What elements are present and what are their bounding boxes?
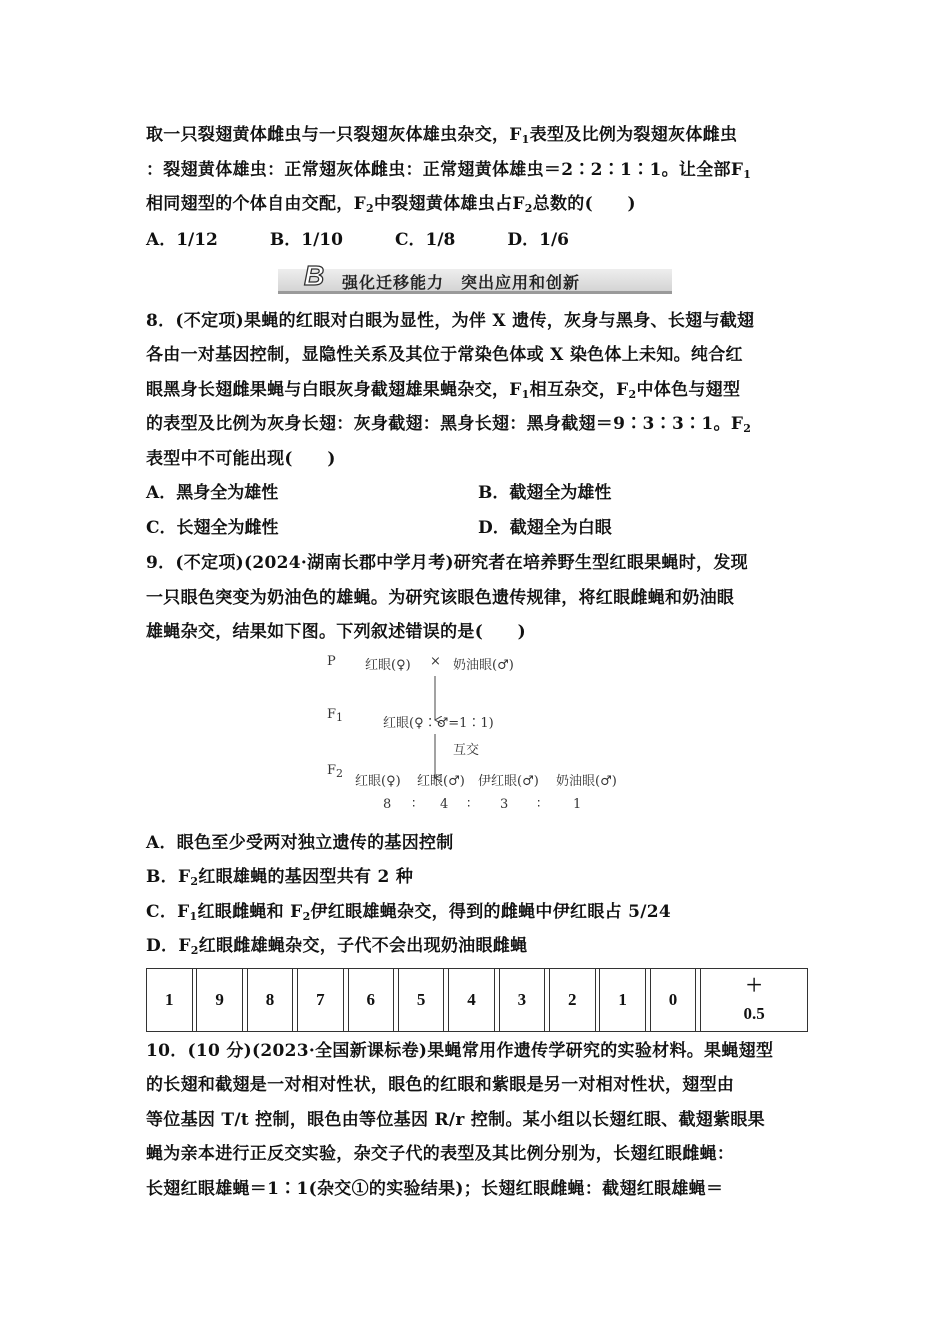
q9-option-b[interactable]: B．$F_2$红眼雄蝇的基因型共有 2 种 xyxy=(146,867,414,888)
q9-line-3: 雄蝇杂交，结果如下图。下列叙述错误的是( ) xyxy=(146,622,526,642)
ratio-separator: ∶ xyxy=(537,796,541,812)
score-cell[interactable]: 0 xyxy=(650,968,696,1031)
f2-generation-label: $F_2$ xyxy=(327,762,344,780)
q9-line-1: 9．(不定项)(2024·湖南长郡中学月考)研究者在培养野生型红眼果蝇时，发现 xyxy=(146,553,748,573)
score-cell[interactable]: 7 xyxy=(298,968,344,1031)
score-cell[interactable]: 1 xyxy=(600,968,646,1031)
f1-generation-label: $F_1$ xyxy=(327,706,344,724)
score-row xyxy=(147,968,808,1031)
banner-b-icon: B xyxy=(304,259,325,291)
score-cell[interactable]: 2 xyxy=(550,968,596,1031)
p-male: 奶油眼(♂) xyxy=(453,657,514,673)
question-7 xyxy=(146,118,810,258)
q8-option-a[interactable]: A．黑身全为雄性 xyxy=(146,483,279,503)
question-8 xyxy=(146,304,810,547)
q10-line-2: 的长翅和截翅是一对相对性状，眼色的红眼和紫眼是另一对相对性状，翅型由 xyxy=(146,1075,735,1095)
q8-line-3: 眼黑身长翅雌果蝇与白眼灰身截翅雄果蝇杂交，$F_1$相互杂交，$F_2$中体色与翅型 xyxy=(146,379,741,401)
ratio-value: 8 xyxy=(383,796,392,812)
half-point: 0.5 xyxy=(743,1003,765,1023)
q10-line-1: 10．(10 分)(2023·全国新课标卷)果蝇常用作遗传学研究的实验材料。果蝇翅型 xyxy=(146,1040,774,1061)
score-cell[interactable]: 8 xyxy=(247,968,293,1031)
q7-option-a[interactable]: A．1/12 xyxy=(146,229,218,250)
q9-option-d[interactable]: D．$F_2$红眼雌雄蝇杂交，子代不会出现奶油眼雌蝇 xyxy=(146,936,528,957)
q9-option-a[interactable]: A．眼色至少受两对独立遗传的基因控制 xyxy=(146,832,454,853)
ratio-value: 1 xyxy=(573,796,582,812)
score-cell[interactable]: 3 xyxy=(499,968,545,1031)
score-cell[interactable]: 4 xyxy=(449,968,495,1031)
q8-line-2: 各由一对基因控制，显隐性关系及其位于常染色体或 X 染色体上未知。纯合红 xyxy=(146,345,743,365)
ratio-value: 3 xyxy=(500,796,509,812)
section-banner xyxy=(146,260,810,300)
q8-line-4: 的表型及比例为灰身长翅：灰身截翅：黑身长翅：黑身截翅＝9∶3∶3∶1。$F_2$ xyxy=(146,414,752,435)
p-female: 红眼(♀) xyxy=(365,657,411,673)
q9-line-2: 一只眼色突变为奶油色的雄蝇。为研究该眼色遗传规律，将红眼雌蝇和奶油眼 xyxy=(146,587,735,608)
q8-line-5: 表型中不可能出现( ) xyxy=(146,448,336,469)
q7-option-d[interactable]: D．1/6 xyxy=(507,229,569,250)
diagram-arrows xyxy=(146,654,810,822)
q8-line-1: 8．(不定项)果蝇的红眼对白眼为显性，为伴 X 遗传，灰身与黑身、长翅与截翅 xyxy=(146,310,755,331)
cross-diagram xyxy=(146,654,810,822)
q9-option-c[interactable]: C．$F_1$红眼雌蝇和 $F_2$伊红眼雄蝇杂交，得到的雌蝇中伊红眼占 5/24 xyxy=(146,901,672,923)
question-10 xyxy=(146,1034,810,1207)
ratio-value: 4 xyxy=(440,796,449,812)
q7-line-1: 取一只裂翅黄体雌虫与一只裂翅灰体雄虫杂交，$F_1$表型及比例为裂翅灰体雌虫 xyxy=(146,125,738,146)
f2-eosin-male: 伊红眼(♂) xyxy=(478,773,539,789)
plus-sign: ＋ xyxy=(745,975,763,995)
q8-option-b[interactable]: B．截翅全为雄性 xyxy=(478,483,612,503)
q10-line-4: 蝇为亲本进行正反交实验，杂交子代的表型及其比例分别为，长翅红眼雌蝇： xyxy=(146,1144,735,1164)
q7-line-2: ：裂翅黄体雄虫：正常翅灰体雌虫：正常翅黄体雄虫＝2∶2∶1∶1。让全部$F_1$ xyxy=(146,159,752,181)
f2-red-female: 红眼(♀) xyxy=(355,773,401,789)
score-table xyxy=(146,968,808,1032)
worksheet-page xyxy=(146,118,810,1206)
score-cell[interactable]: 1 xyxy=(147,968,193,1031)
q7-option-c[interactable]: C．1/8 xyxy=(394,229,456,250)
q8-options-row-1 xyxy=(146,476,810,511)
ratio-separator: ∶ xyxy=(412,796,416,812)
f2-cream-male: 奶油眼(♂) xyxy=(556,773,617,789)
score-cell[interactable]: 9 xyxy=(197,968,243,1031)
q10-line-3: 等位基因 T/t 控制，眼色由等位基因 R/r 控制。某小组以长翅红眼、截翅紫眼果 xyxy=(146,1109,765,1130)
score-cell-half[interactable] xyxy=(701,968,808,1031)
f1-phenotype: 红眼(♀∶♂=1∶1) xyxy=(383,715,494,731)
f2-red-male: 红眼(♂) xyxy=(417,773,465,789)
q7-options xyxy=(146,222,810,258)
question-9 xyxy=(146,546,810,964)
cross-symbol: × xyxy=(430,653,441,669)
score-cell[interactable]: 6 xyxy=(348,968,394,1031)
q8-option-c[interactable]: C．长翅全为雌性 xyxy=(146,518,279,538)
p-generation-label: P xyxy=(327,653,336,669)
q10-line-5: 长翅红眼雄蝇＝1∶1(杂交①的实验结果)；长翅红眼雌蝇：截翅红眼雄蝇＝ xyxy=(146,1178,724,1199)
reciprocal-cross-label: 互交 xyxy=(453,742,480,758)
ratio-separator: ∶ xyxy=(467,796,471,812)
q8-options-row-2 xyxy=(146,511,810,546)
score-cell[interactable]: 5 xyxy=(398,968,444,1031)
q7-line-3: 相同翅型的个体自由交配，$F_2$中裂翅黄体雄虫占$F_2$总数的( ) xyxy=(146,194,636,215)
q8-option-d[interactable]: D．截翅全为白眼 xyxy=(478,518,612,538)
banner-title: 强化迁移能力 突出应用和创新 xyxy=(342,272,581,292)
q7-option-b[interactable]: B．1/10 xyxy=(269,229,343,250)
